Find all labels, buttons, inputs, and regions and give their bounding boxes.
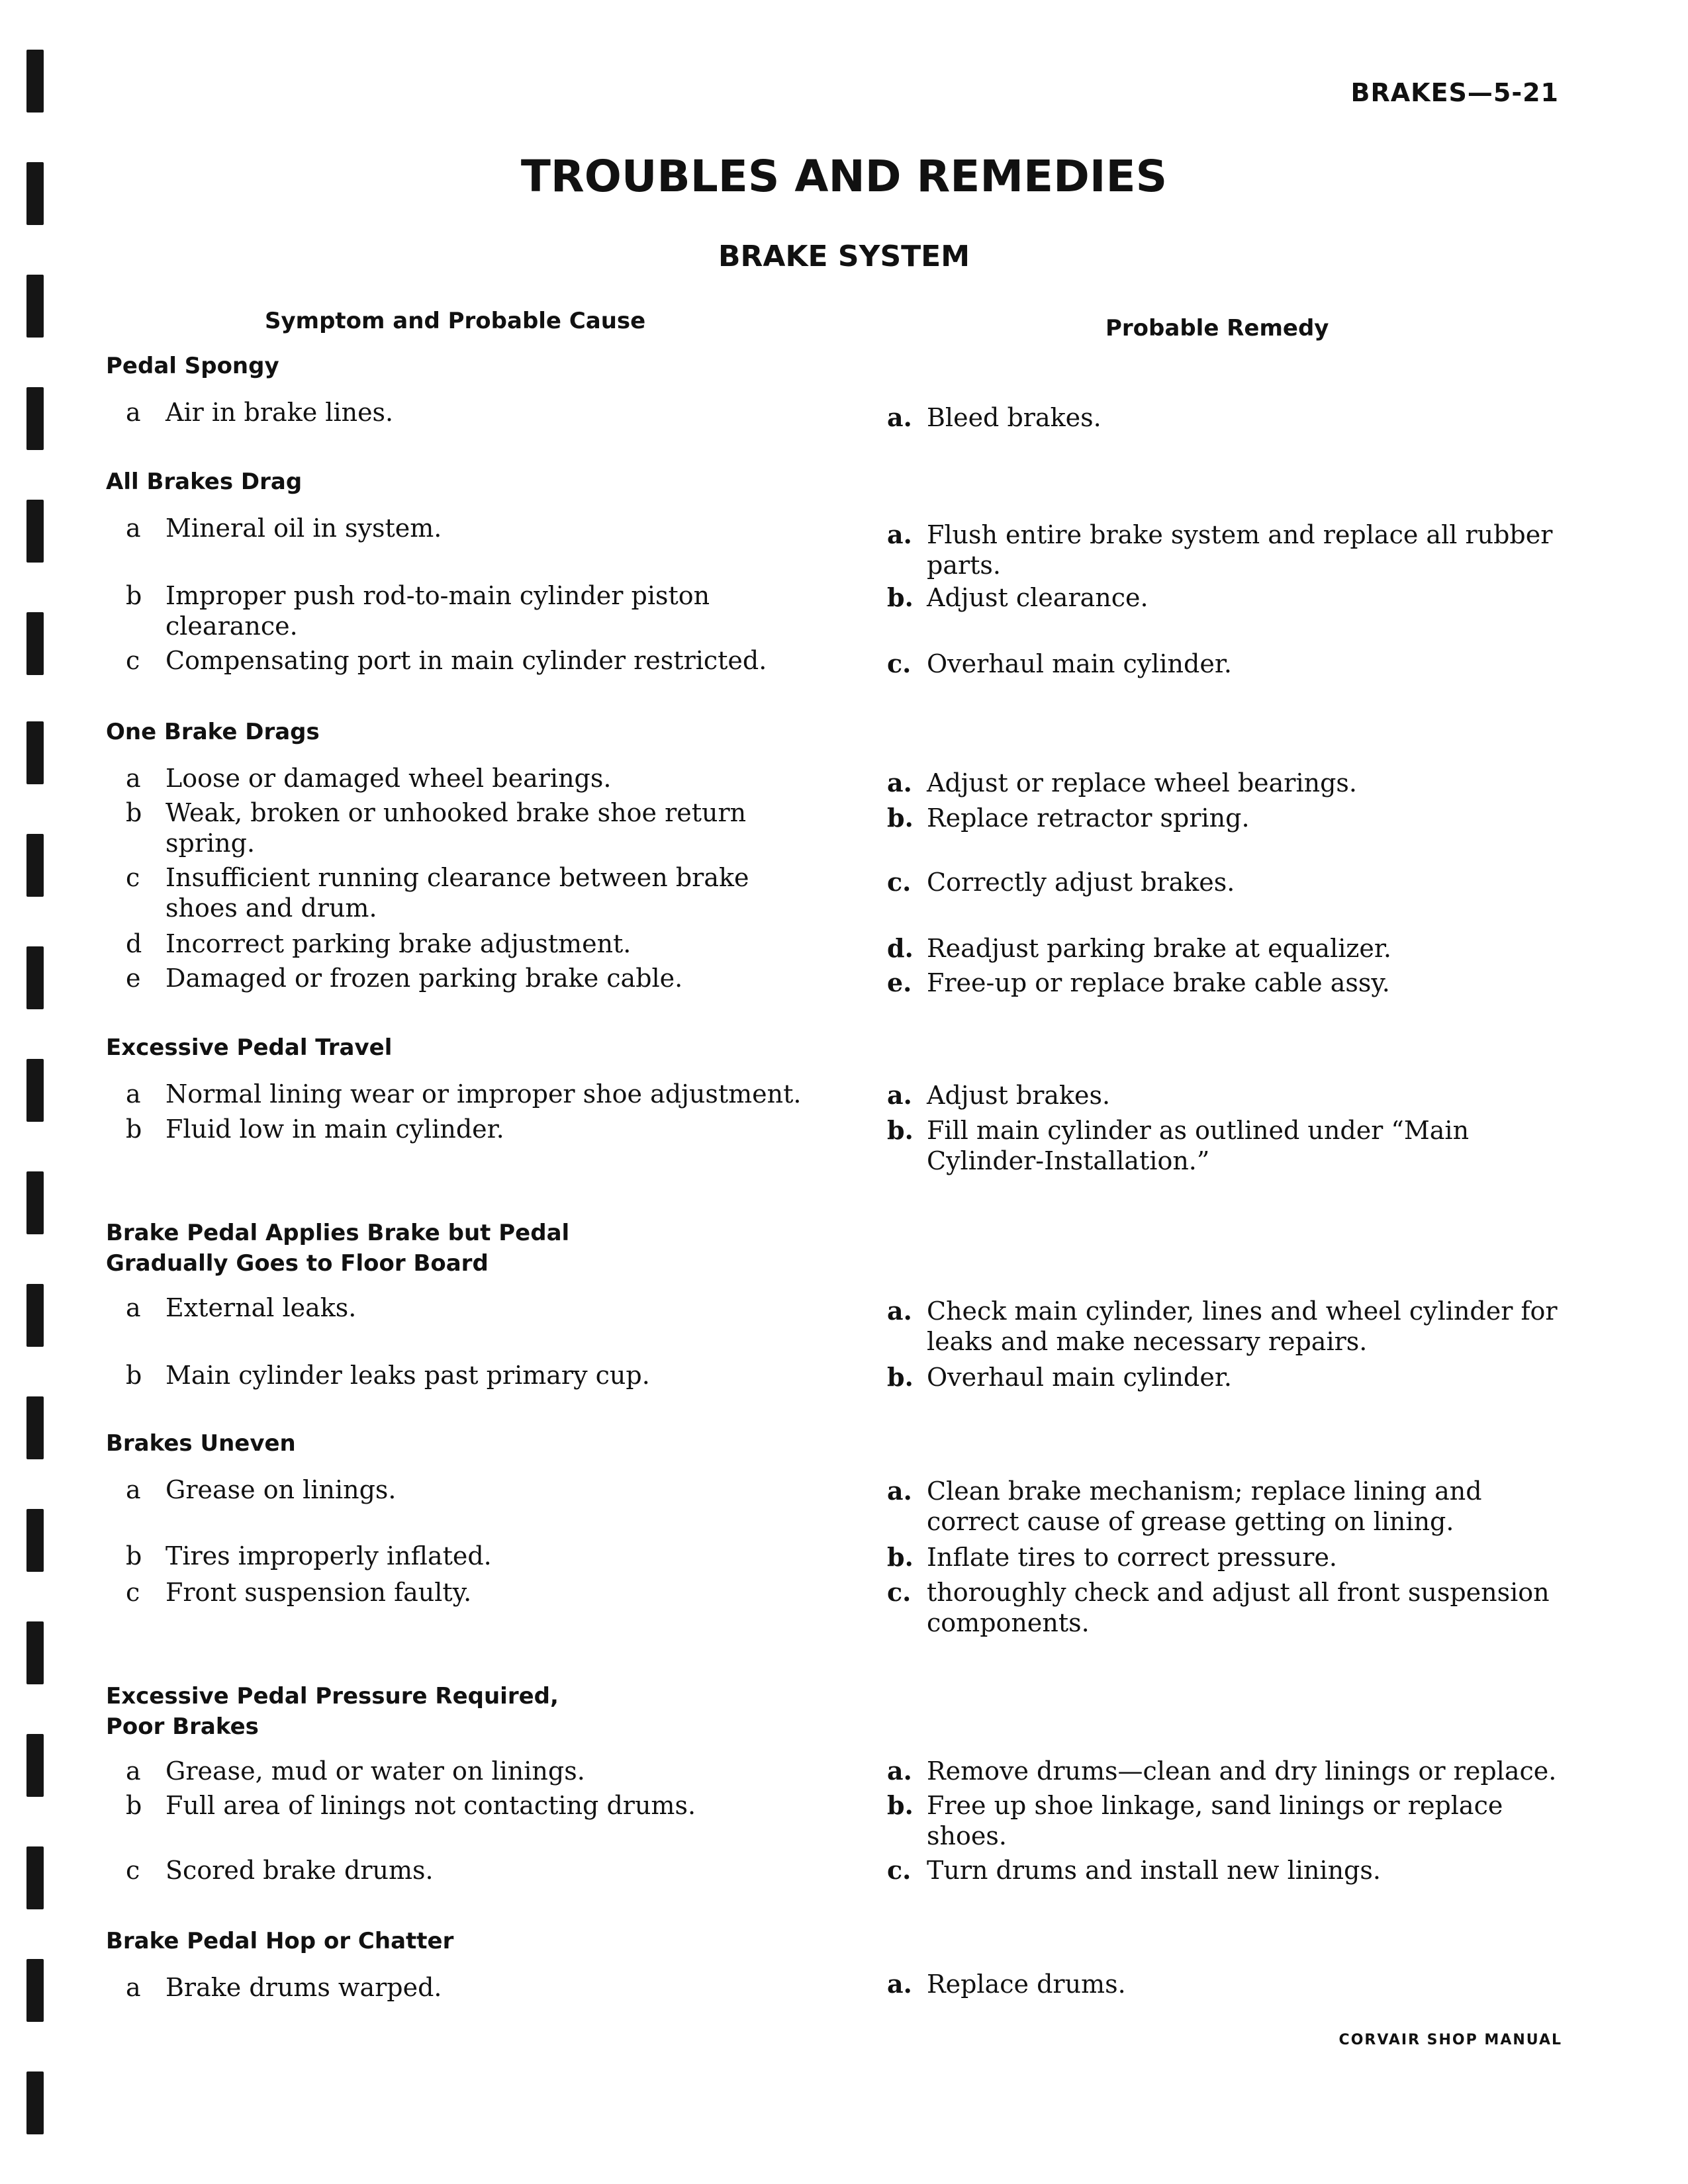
cause-item (126, 862, 821, 923)
item-letter: a (126, 764, 141, 793)
cause-text: Insufficient running clearance between brake shoes and drum. (165, 863, 749, 923)
binder-mark (26, 1396, 44, 1459)
cause-text: Weak, broken or unhooked brake shoe return spring. (165, 798, 747, 858)
binder-mark (26, 1284, 44, 1347)
item-letter: e (126, 964, 141, 993)
cause-text: Main cylinder leaks past primary cup. (165, 1361, 650, 1390)
symptom-heading: Brakes Uneven (106, 1430, 296, 1457)
cause-text: Improper push rod-to-main cylinder piston clearance. (165, 581, 710, 641)
cause-item (126, 1475, 821, 1505)
remedy-text: thoroughly check and adjust all front suspension components. (927, 1578, 1550, 1637)
item-letter: b (126, 1541, 142, 1570)
item-letter: d (126, 929, 142, 958)
remedy-item (887, 1855, 1562, 1886)
item-letter: c. (887, 1855, 912, 1885)
cause-text: Loose or damaged wheel bearings. (165, 764, 612, 793)
cause-text: Damaged or frozen parking brake cable. (165, 964, 683, 993)
cause-item (126, 1790, 821, 1821)
item-letter: a. (887, 1476, 912, 1506)
remedy-text: Free up shoe linkage, sand linings or replace shoes. (927, 1791, 1503, 1850)
item-letter: b. (887, 1790, 914, 1820)
item-letter: a. (887, 768, 912, 797)
binder-mark (26, 1059, 44, 1122)
binder-mark (26, 1509, 44, 1572)
item-letter: b. (887, 582, 914, 612)
item-letter: c (126, 863, 140, 892)
remedy-text: Flush entire brake system and replace all rubber parts. (927, 520, 1553, 580)
remedy-text: Overhaul main cylinder. (927, 1363, 1232, 1392)
remedy-text: Inflate tires to correct pressure. (927, 1543, 1338, 1572)
binder-mark (26, 1621, 44, 1684)
remedy-item (887, 1476, 1562, 1537)
item-letter: c. (887, 649, 912, 678)
remedy-text: Remove drums—clean and dry linings or replace. (927, 1756, 1557, 1786)
remedy-item (887, 1115, 1562, 1176)
remedy-item (887, 649, 1562, 679)
cause-text: Air in brake lines. (165, 398, 394, 427)
remedy-item (887, 520, 1562, 580)
binder-mark (26, 2071, 44, 2134)
item-letter: b (126, 798, 142, 827)
binder-mark (26, 946, 44, 1009)
item-letter: c (126, 1856, 140, 1885)
item-letter: d. (887, 933, 914, 963)
item-letter: a. (887, 402, 912, 432)
item-letter: a (126, 1973, 141, 2002)
remedy-item (887, 1362, 1562, 1392)
cause-item (126, 963, 821, 993)
cause-text: Scored brake drums. (165, 1856, 434, 1885)
item-letter: a. (887, 1756, 912, 1786)
symptom-heading: Brake Pedal Applies Brake but Pedal Gradually Goes to Floor Board (106, 1220, 570, 1277)
cause-text: Full area of linings not contacting drums. (165, 1791, 696, 1820)
remedy-text: Clean brake mechanism; replace lining and correct cause of grease getting on lining. (927, 1477, 1482, 1536)
binder-mark (26, 721, 44, 784)
remedy-item (887, 1542, 1562, 1572)
remedy-item (887, 803, 1562, 833)
cause-text: Fluid low in main cylinder. (165, 1115, 504, 1144)
item-letter: b. (887, 1362, 914, 1392)
page-reference: BRAKES—5-21 (1350, 78, 1559, 107)
remedy-text: Adjust brakes. (927, 1081, 1111, 1110)
remedy-item (887, 1790, 1562, 1851)
remedy-text: Bleed brakes. (927, 403, 1102, 432)
binder-mark (26, 387, 44, 450)
remedy-item (887, 968, 1562, 998)
remedy-text: Correctly adjust brakes. (927, 868, 1235, 897)
cause-item (126, 763, 821, 794)
remedy-item (887, 1969, 1562, 1999)
item-letter: e. (887, 968, 912, 997)
item-letter: c (126, 1578, 140, 1607)
cause-text: Normal lining wear or improper shoe adjustment. (165, 1079, 802, 1109)
cause-text: Front suspension faulty. (165, 1578, 472, 1607)
cause-text: Grease on linings. (165, 1475, 397, 1504)
binder-mark (26, 1171, 44, 1234)
remedy-text: Check main cylinder, lines and wheel cylinder for leaks and make necessary repairs. (927, 1297, 1558, 1356)
item-letter: b (126, 1361, 142, 1390)
cause-item (126, 1577, 821, 1608)
remedy-text: Overhaul main cylinder. (927, 649, 1232, 678)
item-letter: c. (887, 1577, 912, 1607)
remedy-item (887, 933, 1562, 964)
remedy-text: Replace drums. (927, 1970, 1126, 1999)
remedy-item (887, 582, 1562, 613)
item-letter: b. (887, 803, 914, 833)
cause-item (126, 397, 821, 428)
symptom-heading: One Brake Drags (106, 719, 320, 745)
remedy-text: Adjust clearance. (927, 583, 1149, 612)
page-title: TROUBLES AND REMEDIES (520, 151, 1168, 202)
remedy-item (887, 867, 1562, 897)
cause-text: Tires improperly inflated. (165, 1541, 492, 1570)
remedy-text: Replace retractor spring. (927, 803, 1250, 833)
cause-text: Compensating port in main cylinder restricted. (165, 646, 767, 675)
cause-item (126, 1972, 821, 2003)
cause-item (126, 1114, 821, 1144)
binder-mark (26, 50, 44, 113)
column-header-remedy: Probable Remedy (1105, 315, 1329, 341)
binder-mark (26, 612, 44, 675)
cause-text: External leaks. (165, 1293, 357, 1322)
item-letter: b (126, 581, 142, 610)
symptom-heading: Pedal Spongy (106, 353, 279, 379)
footer-manual-title: CORVAIR SHOP MANUAL (1338, 2032, 1562, 2048)
item-letter: b. (887, 1542, 914, 1572)
remedy-item (887, 1577, 1562, 1638)
remedy-item (887, 1296, 1562, 1357)
remedy-text: Turn drums and install new linings. (927, 1856, 1381, 1885)
cause-text: Grease, mud or water on linings. (165, 1756, 585, 1786)
binder-mark (26, 834, 44, 897)
cause-item (126, 645, 821, 676)
remedy-text: Free-up or replace brake cable assy. (927, 968, 1390, 997)
item-letter: b (126, 1115, 142, 1144)
binder-mark (26, 1734, 44, 1797)
item-letter: a (126, 514, 141, 543)
symptom-heading: Brake Pedal Hop or Chatter (106, 1928, 454, 1954)
item-letter: a. (887, 1296, 912, 1326)
remedy-text: Readjust parking brake at equalizer. (927, 934, 1391, 963)
symptom-heading: All Brakes Drag (106, 469, 303, 495)
item-letter: a (126, 1293, 141, 1322)
item-letter: b (126, 1791, 142, 1820)
item-letter: b. (887, 1115, 914, 1145)
section-title: BRAKE SYSTEM (718, 240, 970, 273)
cause-text: Mineral oil in system. (165, 514, 442, 543)
item-letter: a (126, 1079, 141, 1109)
remedy-item (887, 1080, 1562, 1111)
item-letter: c (126, 646, 140, 675)
cause-item (126, 1293, 821, 1323)
cause-item (126, 1079, 821, 1109)
item-letter: a (126, 398, 141, 427)
binder-mark (26, 275, 44, 338)
remedy-item (887, 402, 1562, 433)
cause-item (126, 513, 821, 543)
symptom-heading: Excessive Pedal Travel (106, 1034, 393, 1061)
binder-mark (26, 1846, 44, 1909)
item-letter: a (126, 1475, 141, 1504)
cause-item (126, 1360, 821, 1390)
remedy-item (887, 1756, 1562, 1786)
item-letter: a (126, 1756, 141, 1786)
item-letter: a. (887, 1080, 912, 1110)
cause-item (126, 1541, 821, 1571)
cause-text: Incorrect parking brake adjustment. (165, 929, 632, 958)
column-header-cause: Symptom and Probable Cause (265, 308, 646, 334)
item-letter: c. (887, 867, 912, 897)
remedy-text: Adjust or replace wheel bearings. (927, 768, 1358, 797)
item-letter: a. (887, 520, 912, 549)
binder-mark (26, 500, 44, 563)
cause-item (126, 797, 821, 858)
remedy-text: Fill main cylinder as outlined under “Main Cylinder-Installation.” (927, 1116, 1470, 1175)
item-letter: a. (887, 1969, 912, 1999)
remedy-item (887, 768, 1562, 798)
cause-text: Brake drums warped. (165, 1973, 442, 2002)
symptom-heading: Excessive Pedal Pressure Required, Poor Brakes (106, 1683, 559, 1740)
cause-item (126, 1855, 821, 1886)
cause-item (126, 929, 821, 959)
binder-mark (26, 1959, 44, 2022)
cause-item (126, 580, 821, 641)
cause-item (126, 1756, 821, 1786)
